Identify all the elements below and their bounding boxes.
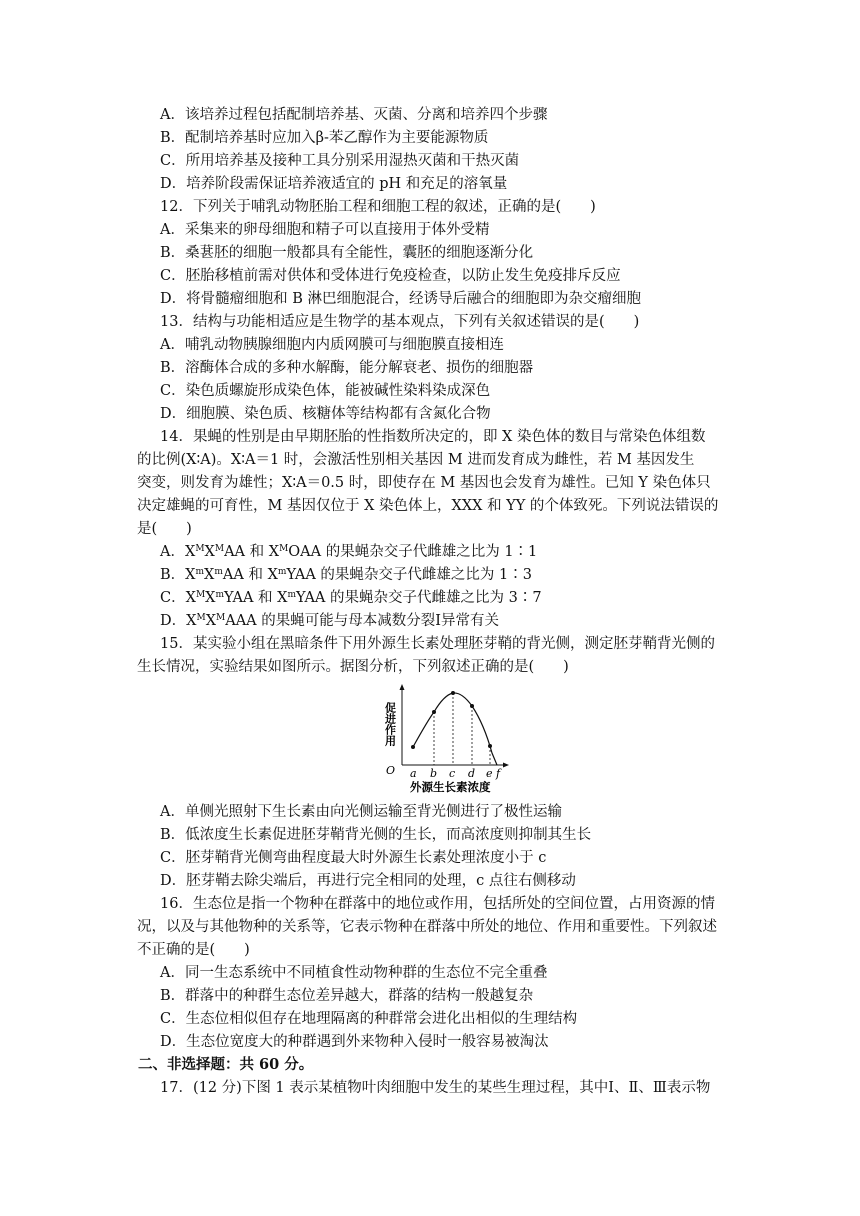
tick-d: d: [468, 767, 476, 780]
q13-option-b: B．溶酶体合成的多种水解酶，能分解衰老、损伤的细胞器: [160, 360, 534, 376]
tick-f: f: [496, 767, 501, 780]
q16-stem-line3: 不正确的是( ): [137, 942, 250, 958]
q14-stem-line3: 突变，则发育为雄性；X∶A＝0.5 时，即使存在 M 基因也会发育为雄性。已知 Y 染色体只: [137, 475, 711, 491]
q13-option-d: D．细胞膜、染色质、核糖体等结构都有含氮化合物: [160, 406, 491, 422]
q14-stem-line2: 的比例(X∶A)。X∶A＝1 时，会激活性别相关基因 M 进而发育成为雌性，若 M 基因发生: [137, 452, 695, 468]
q16-option-d: D．生态位宽度大的种群遇到外来物种入侵时一般容易被淘汰: [160, 1034, 549, 1050]
response-curve: [413, 693, 497, 765]
q14-option-a: A．$X^MX^MAA$ 和 $X^MOAA$ 的果蝇杂交子代雌雄之比为 1∶1: [160, 544, 538, 560]
q12-option-b: B．桑葚胚的细胞一般都具有全能性，囊胚的细胞逐渐分化: [160, 245, 534, 261]
q12-option-d: D．将骨髓瘤细胞和 B 淋巴细胞混合，经诱导后融合的细胞即为杂交瘤细胞: [160, 291, 641, 307]
q11-option-a: A．该培养过程包括配制培养基、灭菌、分离和培养四个步骤: [160, 107, 548, 123]
point-b: [432, 710, 436, 714]
x-axis-label: 外源生长素浓度: [410, 780, 491, 794]
q14-option-c: C．$X^MX^mYAA$ 和 $X^mYAA$ 的果蝇杂交子代雌雄之比为 3∶7: [160, 590, 542, 606]
q11-option-b: B．配制培养基时应加入β-苯乙醇作为主要能源物质: [160, 130, 489, 146]
q14-option-d: D．$X^MX^MAAA$ 的果蝇可能与母本减数分裂Ⅰ异常有关: [160, 613, 499, 629]
tick-c: c: [449, 767, 456, 780]
q16-option-a: A．同一生态系统中不同植食性动物种群的生态位不完全重叠: [160, 965, 548, 981]
tick-a: a: [410, 767, 417, 780]
q15-option-d: D．胚芽鞘去除尖端后，再进行完全相同的处理，c 点往右侧移动: [160, 873, 576, 889]
q15-stem-line1: 15．某实验小组在黑暗条件下用外源生长素处理胚芽鞘的背光侧，测定胚芽鞘背光侧的: [160, 636, 715, 652]
origin-label: O: [386, 764, 396, 777]
q14-stem-line5: 是( ): [137, 521, 192, 537]
q15-option-b: B．低浓度生长素促进胚芽鞘背光侧的生长，而高浓度则抑制其生长: [160, 827, 592, 843]
q12-option-a: A．采集来的卵母细胞和精子可以直接用于体外受精: [160, 222, 490, 238]
q11-option-c: C．所用培养基及接种工具分别采用湿热灭菌和干热灭菌: [160, 153, 520, 169]
q17-stem-line1: 17．(12 分)下图 1 表示某植物叶肉细胞中发生的某些生理过程，其中Ⅰ、Ⅱ、Ⅲ表示物: [160, 1080, 711, 1096]
q14-stem-line4: 决定雄蝇的可育性，M 基因仅位于 X 染色体上，XXX 和 YY 的个体致死。下列说法错误的: [137, 498, 719, 514]
tick-b: b: [430, 767, 438, 780]
q16-option-c: C．生态位相似但存在地理隔离的种群常会进化出相似的生理结构: [160, 1011, 578, 1027]
q15-stem-line2: 生长情况，实验结果如图所示。据图分析，下列叙述正确的是( ): [137, 659, 569, 675]
q13-option-a: A．哺乳动物胰腺细胞内内质网膜可与细胞膜直接相连: [160, 337, 504, 353]
auxin-curve-figure: [380, 680, 510, 795]
q11-option-d: D．培养阶段需保证培养液适宜的 pH 和充足的溶氧量: [160, 176, 508, 192]
q15-option-a: A．单侧光照射下生长素由向光侧运输至背光侧进行了极性运输: [160, 804, 562, 820]
point-e: [488, 744, 492, 748]
q16-stem-line2: 况，以及与其他物种的关系等，它表示物种在群落中所处的地位、作用和重要性。下列叙述: [137, 919, 717, 935]
point-a: [411, 745, 415, 749]
tick-e: e: [486, 767, 493, 780]
q13-stem: 13．结构与功能相适应是生物学的基本观点，下列有关叙述错误的是( ): [160, 314, 640, 330]
q14-stem-line1: 14．果蝇的性别是由早期胚胎的性指数所决定的，即 X 染色体的数目与常染色体组数: [160, 429, 706, 445]
x-axis-arrow: [503, 763, 509, 768]
y-axis-label: 促进作用: [383, 702, 397, 746]
q16-option-b: B．群落中的种群生态位差异越大，群落的结构一般越复杂: [160, 988, 534, 1004]
q12-option-c: C．胚胎移植前需对供体和受体进行免疫检查，以防止发生免疫排斥反应: [160, 268, 621, 284]
q12-stem: 12．下列关于哺乳动物胚胎工程和细胞工程的叙述，正确的是( ): [160, 199, 596, 215]
q15-option-c: C．胚芽鞘背光侧弯曲程度最大时外源生长素处理浓度小于 c: [160, 850, 547, 866]
point-c: [451, 691, 455, 695]
point-d: [470, 704, 474, 708]
q16-stem-line1: 16．生态位是指一个物种在群落中的地位或作用，包括所处的空间位置，占用资源的情: [160, 896, 715, 912]
q14-option-b: B．$X^mX^mAA$ 和 $X^mYAA$ 的果蝇杂交子代雌雄之比为 1∶3: [160, 567, 532, 583]
y-axis-arrow: [400, 684, 405, 690]
q13-option-c: C．染色质螺旋形成染色体，能被碱性染料染成深色: [160, 383, 491, 399]
section-heading: 二、非选择题：共 60 分。: [138, 1056, 314, 1073]
